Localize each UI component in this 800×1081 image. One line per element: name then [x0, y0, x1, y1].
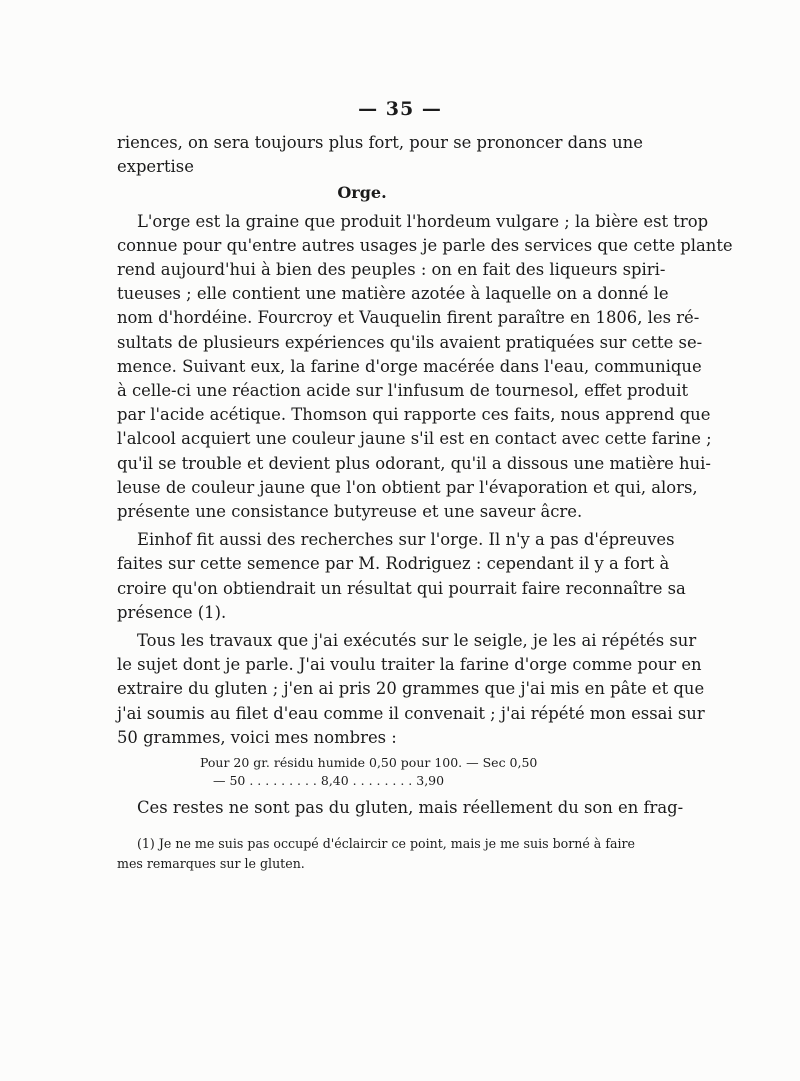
text-line: sultats de plusieurs expériences qu'ils avaient pratiquées sur cette se-	[117, 332, 703, 352]
paragraph-orge	[117, 210, 733, 525]
text-line: faites sur cette semence par M. Rodriguez : cependant il y a fort à	[117, 554, 670, 574]
section-heading: Orge.	[337, 183, 387, 203]
text-line: présente une consistance butyreuse et une saveur âcre.	[117, 502, 583, 522]
text-line: l'alcool acquiert une couleur jaune s'il est en contact avec cette farine ;	[117, 429, 712, 449]
text-line: à celle-ci une réaction acide sur l'infusum de tournesol, effet produit	[117, 381, 689, 401]
text-line: Ces restes ne sont pas du gluten, mais réellement du son en frag-	[137, 798, 684, 818]
text-line: extraire du gluten ; j'en ai pris 20 grammes que j'ai mis en pâte et que	[117, 679, 705, 699]
footnote-line: mes remarques sur le gluten.	[117, 856, 305, 872]
footnote-line: (1) Je ne me suis pas occupé d'éclaircir ce point, mais je me suis borné à faire	[137, 836, 635, 852]
text-line: qu'il se trouble et devient plus odorant, qu'il a dissous une matière hui-	[117, 453, 711, 473]
footnote	[117, 834, 635, 874]
text-line: tueuses ; elle contient une matière azotée à laquelle on a donné le	[117, 284, 669, 304]
paragraph-travaux	[117, 629, 705, 750]
table-row: Pour 20 gr. résidu humide 0,50 pour 100. — Sec 0,50	[200, 755, 538, 771]
paragraph-einhof	[117, 528, 686, 625]
text-line: par l'acide acétique. Thomson qui rapporte ces faits, nous apprend que	[117, 405, 711, 425]
page-number: — 35 —	[358, 98, 442, 120]
text-line: expertise	[117, 157, 194, 177]
text-line: connue pour qu'entre autres usages je parle des services que cette plante	[117, 235, 733, 255]
text-line: le sujet dont je parle. J'ai voulu traiter la farine d'orge comme pour en	[117, 655, 702, 675]
text-line: Einhof fit aussi des recherches sur l'orge. Il n'y a pas d'épreuves	[137, 530, 675, 550]
table-row: — 50 . . . . . . . . . 8,40 . . . . . . . . 3,90	[213, 773, 445, 789]
text-line: 50 grammes, voici mes nombres :	[117, 727, 397, 747]
text-line: présence (1).	[117, 602, 227, 622]
text-line: leuse de couleur jaune que l'on obtient par l'évaporation et qui, alors,	[117, 477, 698, 497]
text-line: nom d'hordéine. Fourcroy et Vauquelin firent paraître en 1806, les ré-	[117, 308, 700, 328]
text-line: riences, on sera toujours plus fort, pour se prononcer dans une	[117, 133, 643, 152]
text-line: L'orge est la graine que produit l'hordeum vulgare ; la bière est trop	[137, 211, 709, 231]
text-line: croire qu'on obtiendrait un résultat qui pourrait faire reconnaître sa	[117, 578, 686, 598]
text-line: rend aujourd'hui à bien des peuples : on en fait des liqueurs spiri-	[117, 260, 666, 280]
results-table	[117, 754, 607, 790]
text-line: j'ai soumis au filet d'eau comme il convenait ; j'ai répété mon essai sur	[117, 703, 705, 723]
text-line: mence. Suivant eux, la farine d'orge macérée dans l'eau, communique	[117, 356, 702, 376]
body-text	[117, 131, 733, 874]
text-line: Tous les travaux que j'ai exécutés sur le seigle, je les ai répétés sur	[137, 631, 697, 651]
